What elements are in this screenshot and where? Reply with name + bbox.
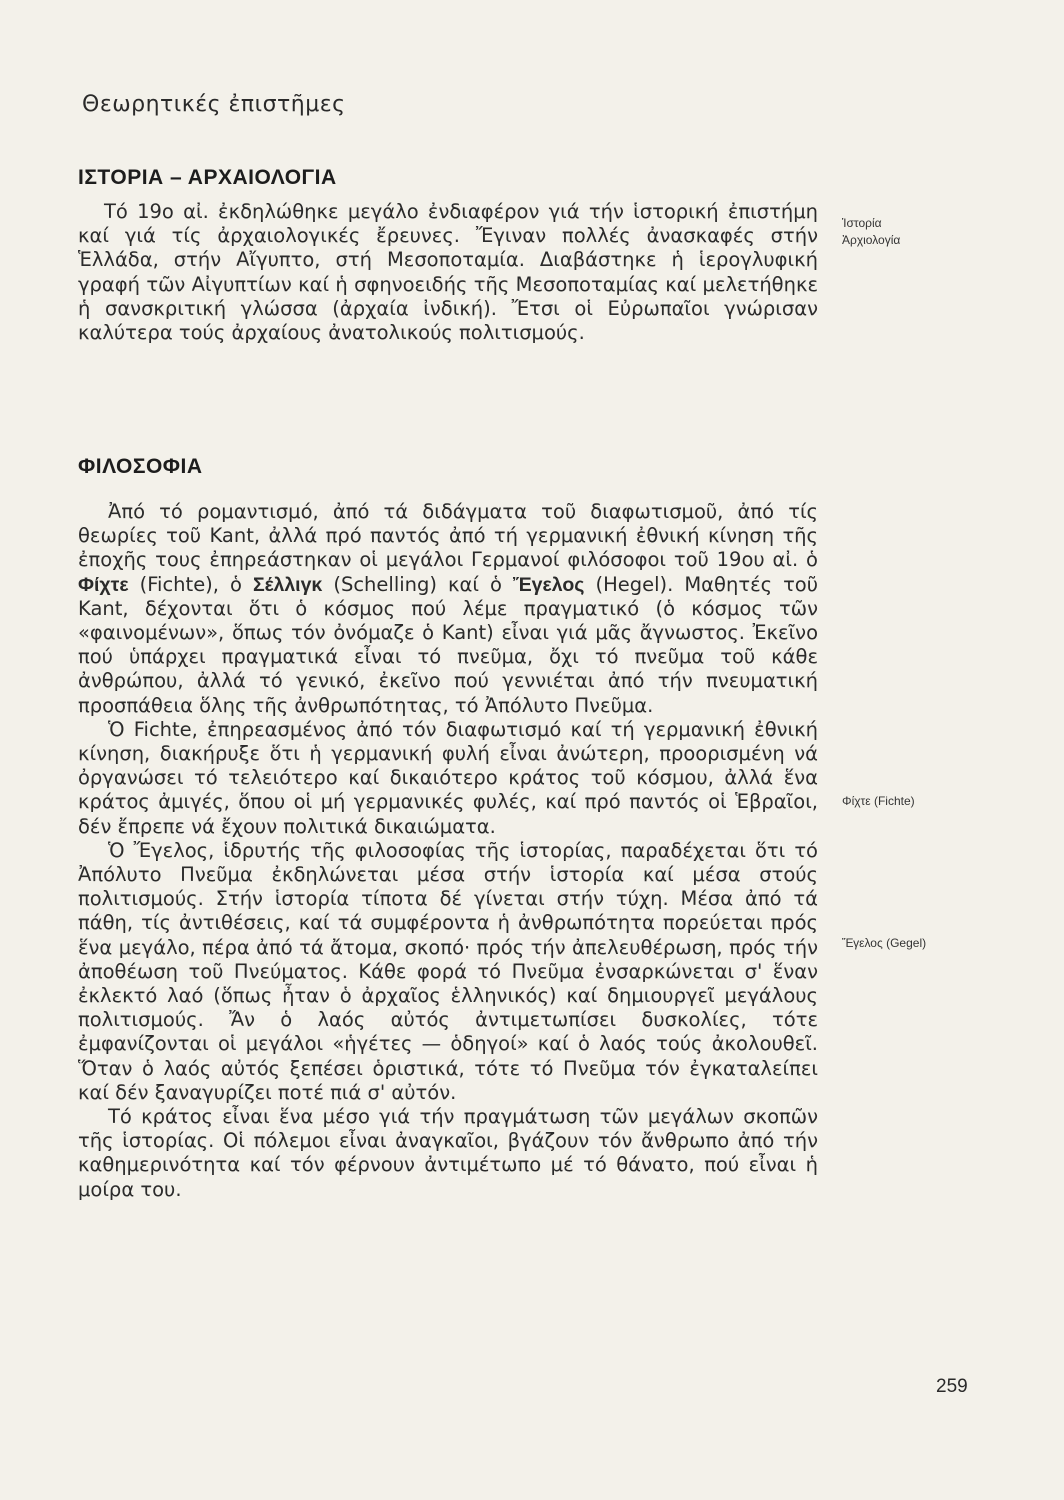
schelling-name: Σέλλιγκ (252, 573, 323, 596)
history-text-block (78, 200, 818, 345)
history-paragraph: Τό 19ο αἰ. ἐκδηλώθηκε μεγάλο ἐνδιαφέρον γιά τήν ἱστορική ἐπιστήμη καί γιά τίς ἀρχαιολογικές ἔρευνες. Ἔγιναν πολλές ἀνασκαφές στήν Ἑλλάδα, στήν Αἴγυπτο, στή Μεσοποταμία. Διαβάστηκε ἡ ἱερογλυφική γραφή τῶν Αἰγυπτίων καί ἡ σφηνοειδής τῆς Μεσοποταμίας καί μελετήθηκε ἡ σανσκριτική γλώσσα (ἀρχαία ἰνδική). Ἔτσι οἱ Εὐρωπαῖοι γνώρισαν καλύτερα τούς ἀρχαίους ἀνατολικούς πολιτισμούς. (78, 200, 818, 345)
philosophy-paragraph-2: Ὁ Fichte, ἐπηρεασμένος ἀπό τόν διαφωτισμό καί τή γερμανική ἐθνική κίνηση, διακήρυξε ὅτι ἡ γερμανική φυλή εἶναι ἀνώτερη, προορισμένη νά ὀργανώσει τό τελειότερο καί δικαιότερο κράτος τοῦ κόσμου, ἀλλά ἕνα κράτος ἀμιγές, ὅπου οἱ μή γερμανικές φυλές, καί πρό παντός οἱ Ἑβραῖοι, δέν ἔπρεπε νά ἔχουν πολιτικά δικαιώματα. (78, 717, 818, 838)
p1-text-d: (Hegel). Μαθητές τοῦ Kant, δέχονται ὅτι ὁ κόσμος πού λέμε πραγματικό (ὁ κόσμος τῶν «φαινομένων», ὅπως τόν ὀνόμαζε ὁ Kant) εἶναι γιά μᾶς ἄγνωστος. Ἐκεῖνο πού ὑπάρχει πραγματικά εἶναι τό πνεῦμα, ὄχι τό πνεῦμα τοῦ κάθε ἀνθρώπου, ἀλλά τό γενικό, ἐκεῖνο πού γεννιέται ἀπό τήν πνευματική προσπάθεια ὅλης τῆς ἀνθρωπότητας, τό Ἀπόλυτο Πνεῦμα. (78, 572, 819, 717)
hegel-name: Ἔγελος (512, 573, 585, 596)
p1-text-a: Ἀπό τό ρομαντισμό, ἀπό τά διδάγματα τοῦ διαφωτισμοῦ, ἀπό τίς θεωρίες τοῦ Kant, ἀλλά πρό παντός ἀπό τή γερμανική ἐθνική κίνηση τῆς ἐποχῆς τους ἐπηρεάστηκαν οἱ μεγάλοι Γερμανοί φιλόσοφοι τοῦ 19ου αἰ. ὁ (78, 500, 818, 572)
running-head: Θεωρητικές ἐπιστῆμες (82, 92, 346, 117)
philosophy-paragraph-3: Ὁ Ἔγελος, ἱδρυτής τῆς φιλοσοφίας τῆς ἱστορίας, παραδέχεται ὅτι τό Ἀπόλυτο Πνεῦμα ἐκδηλώνεται μέσα στήν ἱστορία καί μέσα στούς πολιτισμούς. Στήν ἱστορία τίποτα δέ γίνεται στήν τύχη. Μέσα ἀπό τά πάθη, τίς ἀντιθέσεις, καί τά συμφέροντα ἡ ἀνθρωπότητα πορεύεται πρός ἕνα μεγάλο, πέρα ἀπό τά ἄτομα, σκοπό· πρός τήν ἀπελευθέρωση, πρός τήν ἀποθέωση τοῦ Πνεύματος. Κάθε φορά τό Πνεῦμα ἐνσαρκώνεται σ' ἕναν ἐκλεκτό λαό (ὅπως ἦταν ὁ ἀρχαῖος ἑλληνικός) καί δημιουργεῖ μεγάλους πολιτισμούς. Ἄν ὁ λαός αὐτός ἀντιμετωπίσει δυσκολίες, τότε ἐμφανίζονται οἱ μεγάλοι «ἡγέτες — ὁδηγοί» καί ὁ λαός τούς ἀκολουθεῖ. Ὅταν ὁ λαός αὐτός ξεπέσει ὁριστικά, τότε τό Πνεῦμα τόν ἐγκαταλείπει καί δέν ξαναγυρίζει ποτέ πιά σ' αὐτόν. (78, 838, 818, 1104)
margin-note-hegel: Ἔγελος (Gegel) (842, 936, 927, 950)
page-number: 259 (936, 1376, 968, 1397)
margin-note-history-line2: Ἀρχιολογία (842, 233, 901, 247)
margin-note-history (842, 215, 900, 249)
philosophy-text-block (78, 500, 818, 1202)
fichte-name: Φίχτε (78, 573, 129, 596)
margin-note-history-line1: Ἱστορία (842, 216, 882, 230)
section-heading-history: ΙΣΤΟΡΙΑ – ΑΡΧΑΙΟΛΟΓΙΑ (78, 166, 337, 189)
section-heading-philosophy: ΦΙΛΟΣΟΦΙΑ (78, 455, 203, 478)
p1-text-c: (Schelling) καί ὁ (333, 572, 502, 596)
p1-text-b: (Fichte), ὁ (139, 572, 242, 596)
philosophy-paragraph-4: Τό κράτος εἶναι ἕνα μέσο γιά τήν πραγμάτωση τῶν μεγάλων σκοπῶν τῆς ἱστορίας. Οἱ πόλεμοι εἶναι ἀναγκαῖοι, βγάζουν τόν ἄνθρωπο ἀπό τήν καθημερινότητα καί τόν φέρνουν ἀντιμέτωπο μέ τό θάνατο, πού εἶναι ἡ μοίρα του. (78, 1105, 818, 1201)
philosophy-paragraph-1 (78, 500, 818, 718)
margin-note-fichte: Φίχτε (Fichte) (842, 794, 915, 808)
